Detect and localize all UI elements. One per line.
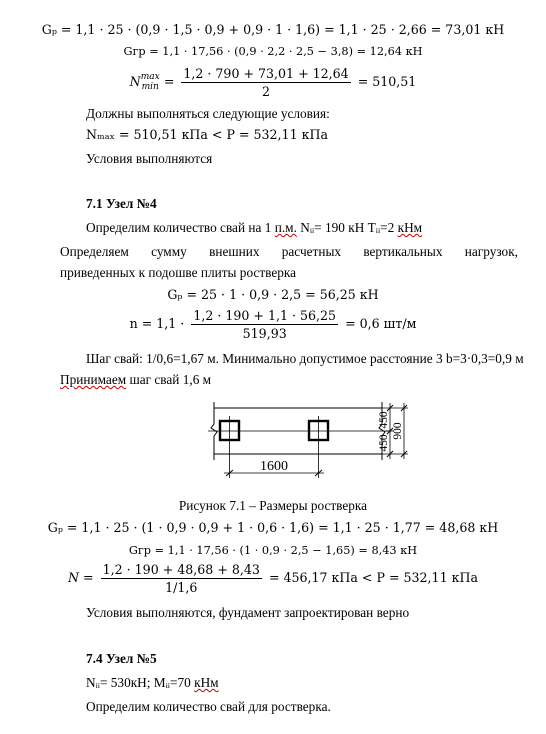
- paragraph-pile-step: Шаг свай: 1/0,6=1,67 м. Минимально допустимое расстояние 3 b=3·0,3=0,9 м: [86, 351, 524, 366]
- n-fraction: [191, 308, 338, 341]
- paragraph-define-loads-1: Определяем сумму внешних расчетных вертикальных нагрузок,: [60, 244, 518, 259]
- paragraph-must-hold: Должны выполняться следующие условия:: [86, 106, 330, 121]
- paragraph-piles-for-grillage: Определим количество свай для ростверка.: [86, 699, 331, 714]
- formula-n-piles: [0, 308, 546, 341]
- heading-node-4: 7.1 Узел №4: [86, 196, 157, 211]
- N-lhs: N =: [68, 570, 94, 585]
- dim-half-bottom-label: 450: [378, 434, 390, 452]
- N-numerator: 1,2 · 190 + 48,68 + 8,43: [102, 562, 260, 577]
- formula-ggr-node3: Gгр = 1,1 · 17,56 · (0,9 · 2,2 · 2,5 − 3,8) = 12,64 кН: [123, 45, 423, 58]
- nmax-fraction: [181, 66, 350, 99]
- formula-N-check: [0, 562, 546, 595]
- N-denominator: 1/1,6: [165, 580, 198, 595]
- n-lhs: n = 1,1 ·: [129, 316, 185, 331]
- accept-rest: шаг свай 1,6 м: [126, 372, 212, 387]
- dim-total-label: 900: [392, 422, 404, 440]
- dim-half-top-label: 450: [378, 411, 390, 429]
- n-numerator: 1,2 · 190 + 1,1 · 56,25: [193, 308, 337, 323]
- formula-ggr-node4: Gгр = 1,1 · 17,56 · (1 · 0,9 · 2,5 − 1,65) = 8,43 кН: [128, 544, 418, 557]
- formula-gp-node4: Gₚ = 25 · 1 · 0,9 · 2,5 = 56,25 кН: [167, 287, 379, 302]
- nmax-numerator: 1,2 · 790 + 73,01 + 12,64: [183, 66, 349, 81]
- piles-pm-text: п.м.: [274, 220, 297, 235]
- paragraph-accept-step: [60, 372, 211, 388]
- formula-gp-node3: Gₚ = 1,1 · 25 · (0,9 · 1,5 · 0,9 + 0,9 · 1 · 1,6) = 1,1 · 25 · 2,66 = 73,01 кН: [41, 22, 505, 37]
- nmax-sub-min: min: [141, 81, 159, 92]
- N-result: = 456,17 кПа < P = 532,11 кПа: [268, 570, 478, 585]
- n-denominator: 519,93: [242, 326, 287, 341]
- N-fraction: [101, 562, 262, 595]
- nmax-symbol: N: [129, 74, 141, 89]
- piles-knm-text: кНм: [397, 220, 423, 235]
- figure-caption: Рисунок 7.1 – Размеры ростверка: [178, 498, 368, 513]
- node5-knm-text: кНм: [194, 675, 219, 690]
- paragraph-node5-loads: [86, 675, 219, 691]
- paragraph-conditions-design: Условия выполняются, фундамент запроектирован верно: [86, 605, 410, 620]
- paragraph-define-loads-2: приведенных к подошве плиты ростверка: [60, 265, 297, 280]
- n-result: = 0,6 шт/м: [345, 316, 417, 331]
- paragraph-piles-count: [86, 220, 422, 236]
- nmax-sub-max: max: [140, 72, 160, 83]
- heading-node-5: 7.4 Узел №5: [86, 651, 157, 666]
- grillage-dimension-drawing: [200, 394, 412, 490]
- nmax-min-subscript: [141, 73, 160, 91]
- paragraph-conditions-met: Условия выполняются: [86, 151, 213, 166]
- nmax-denominator: 2: [262, 84, 271, 99]
- piles-loads-text: Nᵢᵢ= 190 кН Tᵢᵢ=2: [296, 220, 398, 235]
- accept-word: Принимаем: [60, 372, 127, 387]
- node5-loads-text: Nᵢᵢ= 530кН; Mᵢᵢ=70: [86, 675, 195, 690]
- formula-gp-node4-b: Gₚ = 1,1 · 25 · (1 · 0,9 · 0,9 + 1 · 0,6 · 1,6) = 1,1 · 25 · 1,77 = 48,68 кН: [47, 520, 499, 535]
- dim-spacing-label: 1600: [260, 459, 288, 474]
- formula-nmax-min: N max min = $\frac{1,2 \cdot 790 + 73,01 + 12,64}{2}$ = 510,51: [129, 66, 417, 99]
- nmax-result: = 510,51: [357, 74, 417, 89]
- formula-condition: Nₘₐₓ = 510,51 кПа < P = 532,11 кПа: [86, 127, 328, 142]
- piles-count-text: Определим количество свай на 1: [86, 220, 275, 235]
